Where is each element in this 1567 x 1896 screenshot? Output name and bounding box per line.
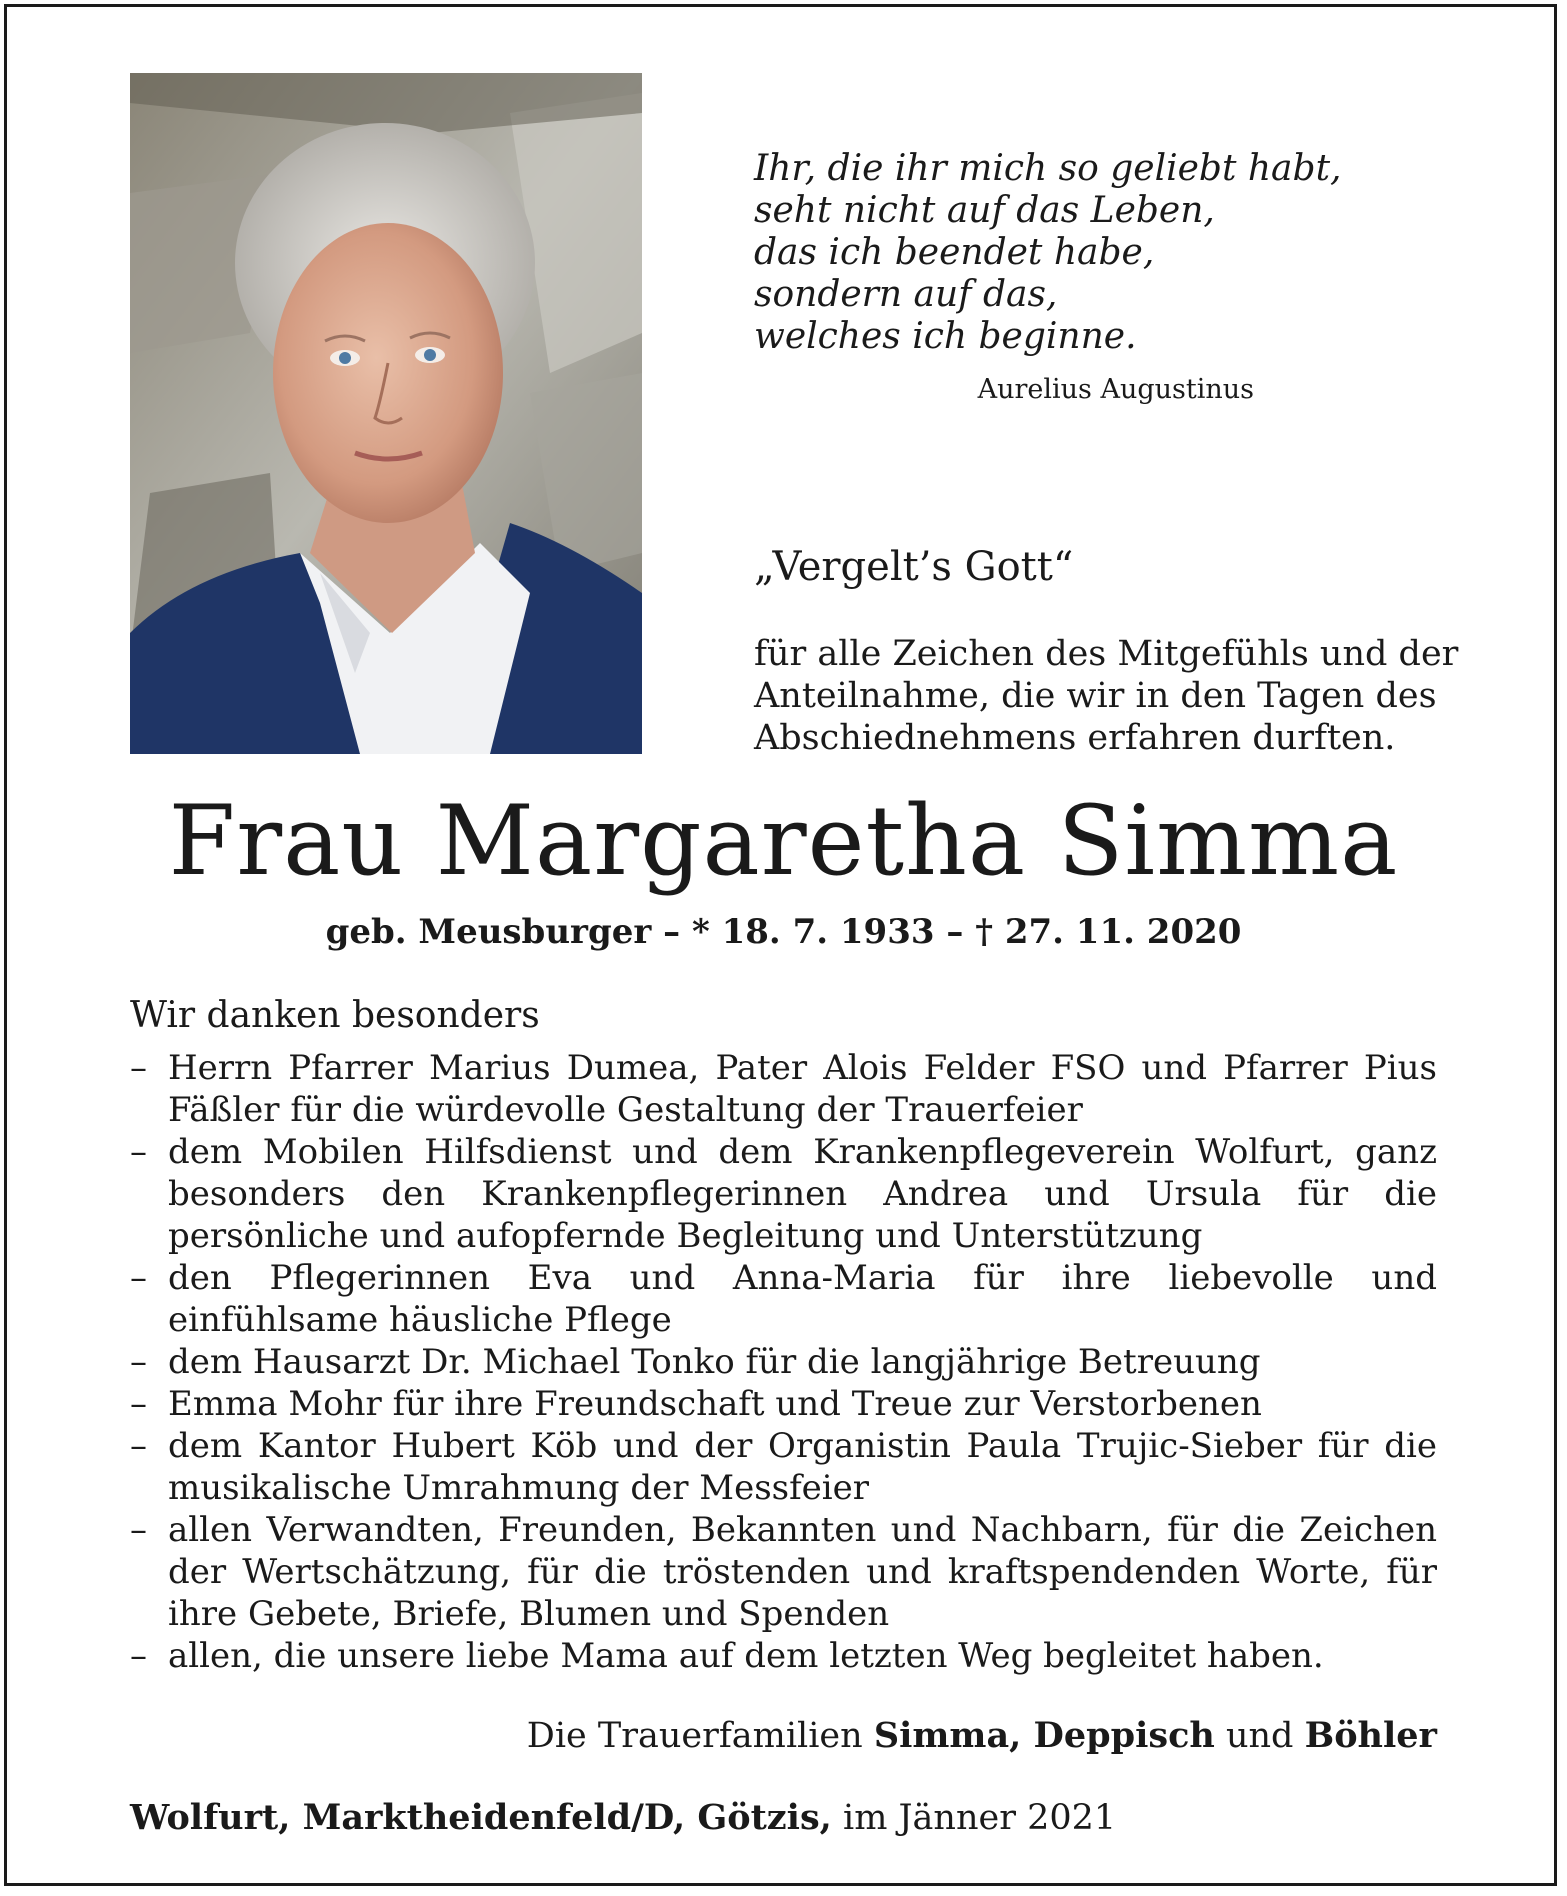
poem-quote bbox=[754, 148, 1342, 358]
list-item bbox=[130, 1257, 1437, 1341]
list-item-text: dem Hausarzt Dr. Michael Tonko für die langjährige Betreuung bbox=[168, 1342, 1261, 1382]
signoff-joiner: und bbox=[1225, 1716, 1294, 1756]
poem-line: das ich beendet habe, bbox=[754, 232, 1155, 273]
list-item bbox=[130, 1341, 1437, 1383]
poem-line: welches ich beginne. bbox=[754, 316, 1137, 357]
list-item bbox=[130, 1425, 1437, 1509]
place-and-date bbox=[130, 1797, 1116, 1838]
dash-bullet: – bbox=[130, 1132, 147, 1172]
acknowledgements-intro: Wir danken besonders bbox=[130, 995, 540, 1036]
thanks-line: für alle Zeichen des Mitgefühls und der bbox=[754, 634, 1459, 674]
list-item bbox=[130, 1047, 1437, 1131]
dash-bullet: – bbox=[130, 1636, 147, 1676]
dash-bullet: – bbox=[130, 1342, 147, 1382]
dash-bullet: – bbox=[130, 1426, 147, 1466]
dash-bullet: – bbox=[130, 1384, 147, 1424]
thanks-line: Anteilnahme, die wir in den Tagen des bbox=[754, 676, 1437, 716]
list-item bbox=[130, 1131, 1437, 1257]
date: im Jänner 2021 bbox=[843, 1798, 1117, 1838]
family-names: Simma, Deppisch bbox=[873, 1715, 1215, 1756]
list-item-text: Emma Mohr für ihre Freundschaft und Treue zur Verstorbenen bbox=[168, 1384, 1262, 1424]
list-item-text: allen, die unsere liebe Mama auf dem letzten Weg begleitet haben. bbox=[168, 1636, 1324, 1676]
dash-bullet: – bbox=[130, 1258, 147, 1298]
thanks-heading: „Vergelt’s Gott“ bbox=[754, 544, 1074, 590]
list-item-text: dem Mobilen Hilfsdienst und dem Krankenpflegeverein Wolfurt, ganz besonders den Krankenpflegerinnen Andrea und Ursula für die persönliche und aufopfernde Begleitung und Unterstützung bbox=[168, 1132, 1437, 1256]
thanks-line: Abschiednehmens erfahren durften. bbox=[754, 718, 1396, 758]
portrait-photo bbox=[130, 73, 642, 754]
family-name-last: Böhler bbox=[1304, 1715, 1437, 1756]
dash-bullet: – bbox=[130, 1510, 147, 1550]
list-item bbox=[130, 1635, 1437, 1677]
list-item-text: den Pflegerinnen Eva und Anna-Maria für ihre liebevolle und einfühlsame häusliche Pflege bbox=[168, 1258, 1437, 1340]
poem-line: seht nicht auf das Leben, bbox=[754, 190, 1215, 231]
poem-line: Ihr, die ihr mich so geliebt habt, bbox=[754, 148, 1342, 189]
deceased-life-dates: geb. Meusburger – * 18. 7. 1933 – † 27. 11. 2020 bbox=[325, 912, 1242, 952]
acknowledgements-list bbox=[130, 1047, 1437, 1677]
list-item-text: dem Kantor Hubert Köb und der Organistin Paula Trujic-Sieber für die musikalische Umrahmung der Messfeier bbox=[168, 1426, 1437, 1508]
locations: Wolfurt, Marktheidenfeld/D, Götzis, bbox=[130, 1797, 832, 1838]
dash-bullet: – bbox=[130, 1048, 147, 1088]
list-item bbox=[130, 1509, 1437, 1635]
list-item-text: allen Verwandten, Freunden, Bekannten und Nachbarn, für die Zeichen der Wertschätzung, für die tröstenden und kraftspendenden Worte, für ihre Gebete, Briefe, Blumen und Spenden bbox=[168, 1510, 1437, 1634]
poem-line: sondern auf das, bbox=[754, 274, 1058, 315]
family-signoff bbox=[527, 1715, 1437, 1756]
list-item bbox=[130, 1383, 1437, 1425]
thanks-text bbox=[754, 633, 1459, 759]
deceased-name: Frau Margaretha Simma bbox=[168, 785, 1399, 897]
poem-author: Aurelius Augustinus bbox=[977, 374, 1254, 405]
list-item-text: Herrn Pfarrer Marius Dumea, Pater Alois Felder FSO und Pfarrer Pius Fäßler für die würdevolle Gestaltung der Trauerfeier bbox=[168, 1048, 1437, 1130]
signoff-prefix: Die Trauerfamilien bbox=[526, 1716, 863, 1756]
